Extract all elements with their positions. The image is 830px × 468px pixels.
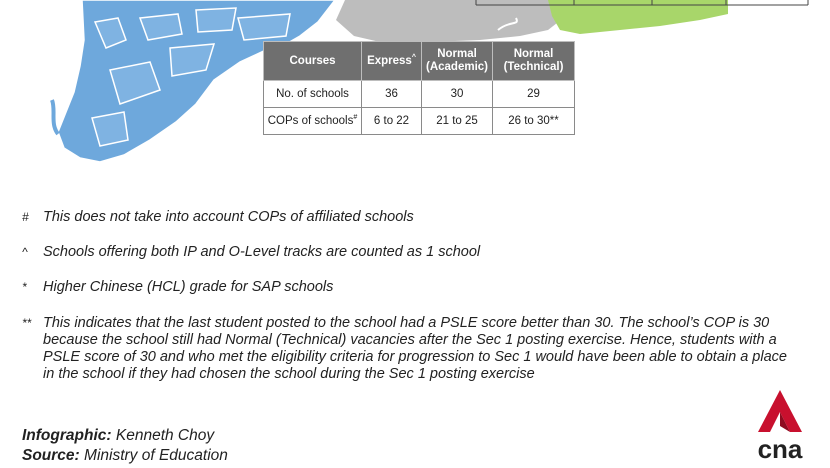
table-row (264, 81, 575, 108)
header-normal-academic-line1: Normal (437, 48, 477, 60)
footnote-asterisk (22, 279, 792, 296)
header-normal-technical (493, 42, 575, 81)
footnote-caret (22, 244, 792, 261)
cop-summary-table (263, 41, 575, 135)
header-express (362, 42, 422, 81)
cna-logo (752, 388, 808, 462)
header-normal-academic-line2: (Academic) (426, 61, 488, 73)
footnote-text: This indicates that the last student posted to the school had a PSLE score better than 30. The school’s COP is 30 because the school still had Normal (Technical) vacancies after the Sec 1 posting exercise. Hence, students with a PSLE score of 30 and who met the eligibility criteria for progression to Sec 1 would have been able to obtain a place in the school if they had chosen the school during the Sec 1 posting exercise (43, 315, 787, 382)
footnote-double-asterisk (22, 315, 792, 383)
footnote-symbol: ^ (22, 245, 28, 259)
credits (22, 426, 228, 466)
cell-express-cops: 6 to 22 (362, 108, 422, 135)
table-header-row (264, 42, 575, 81)
footnote-symbol: # (22, 210, 29, 224)
header-courses: Courses (264, 42, 362, 81)
footnote-hash (22, 209, 792, 226)
footnote-text: This does not take into account COPs of affiliated schools (43, 209, 414, 225)
cell-technical-schools: 29 (493, 81, 575, 108)
header-normal-academic (422, 42, 493, 81)
row-label-cops-mark: # (353, 114, 358, 122)
cell-technical-cops: 26 to 30** (493, 108, 575, 135)
footnote-symbol: ** (22, 316, 32, 330)
table-row (264, 108, 575, 135)
row-label-cops (264, 108, 362, 135)
header-normal-technical-line2: (Technical) (503, 61, 564, 73)
source-name: Ministry of Education (84, 447, 228, 464)
cell-academic-cops: 21 to 25 (422, 108, 493, 135)
infographic-label: Infographic: (22, 427, 112, 444)
cell-academic-schools: 30 (422, 81, 493, 108)
cna-logo-text: cna (757, 434, 803, 462)
footnote-text: Schools offering both IP and O-Level tracks are counted as 1 school (43, 244, 481, 260)
source-label: Source: (22, 447, 80, 464)
footnote-text: Higher Chinese (HCL) grade for SAP schools (43, 279, 334, 295)
footnote-symbol: * (22, 280, 27, 294)
header-express-label: Express (367, 54, 412, 67)
infographic-name: Kenneth Choy (115, 427, 215, 444)
header-normal-technical-line1: Normal (513, 48, 554, 60)
header-express-mark: ^ (411, 53, 416, 61)
row-label-schools: No. of schools (264, 81, 362, 108)
map-central-region (336, 0, 566, 42)
cell-express-schools: 36 (362, 81, 422, 108)
row-label-cops-text: COPs of schools (267, 115, 354, 127)
source-credit (22, 446, 228, 466)
infographic-credit (22, 426, 228, 446)
